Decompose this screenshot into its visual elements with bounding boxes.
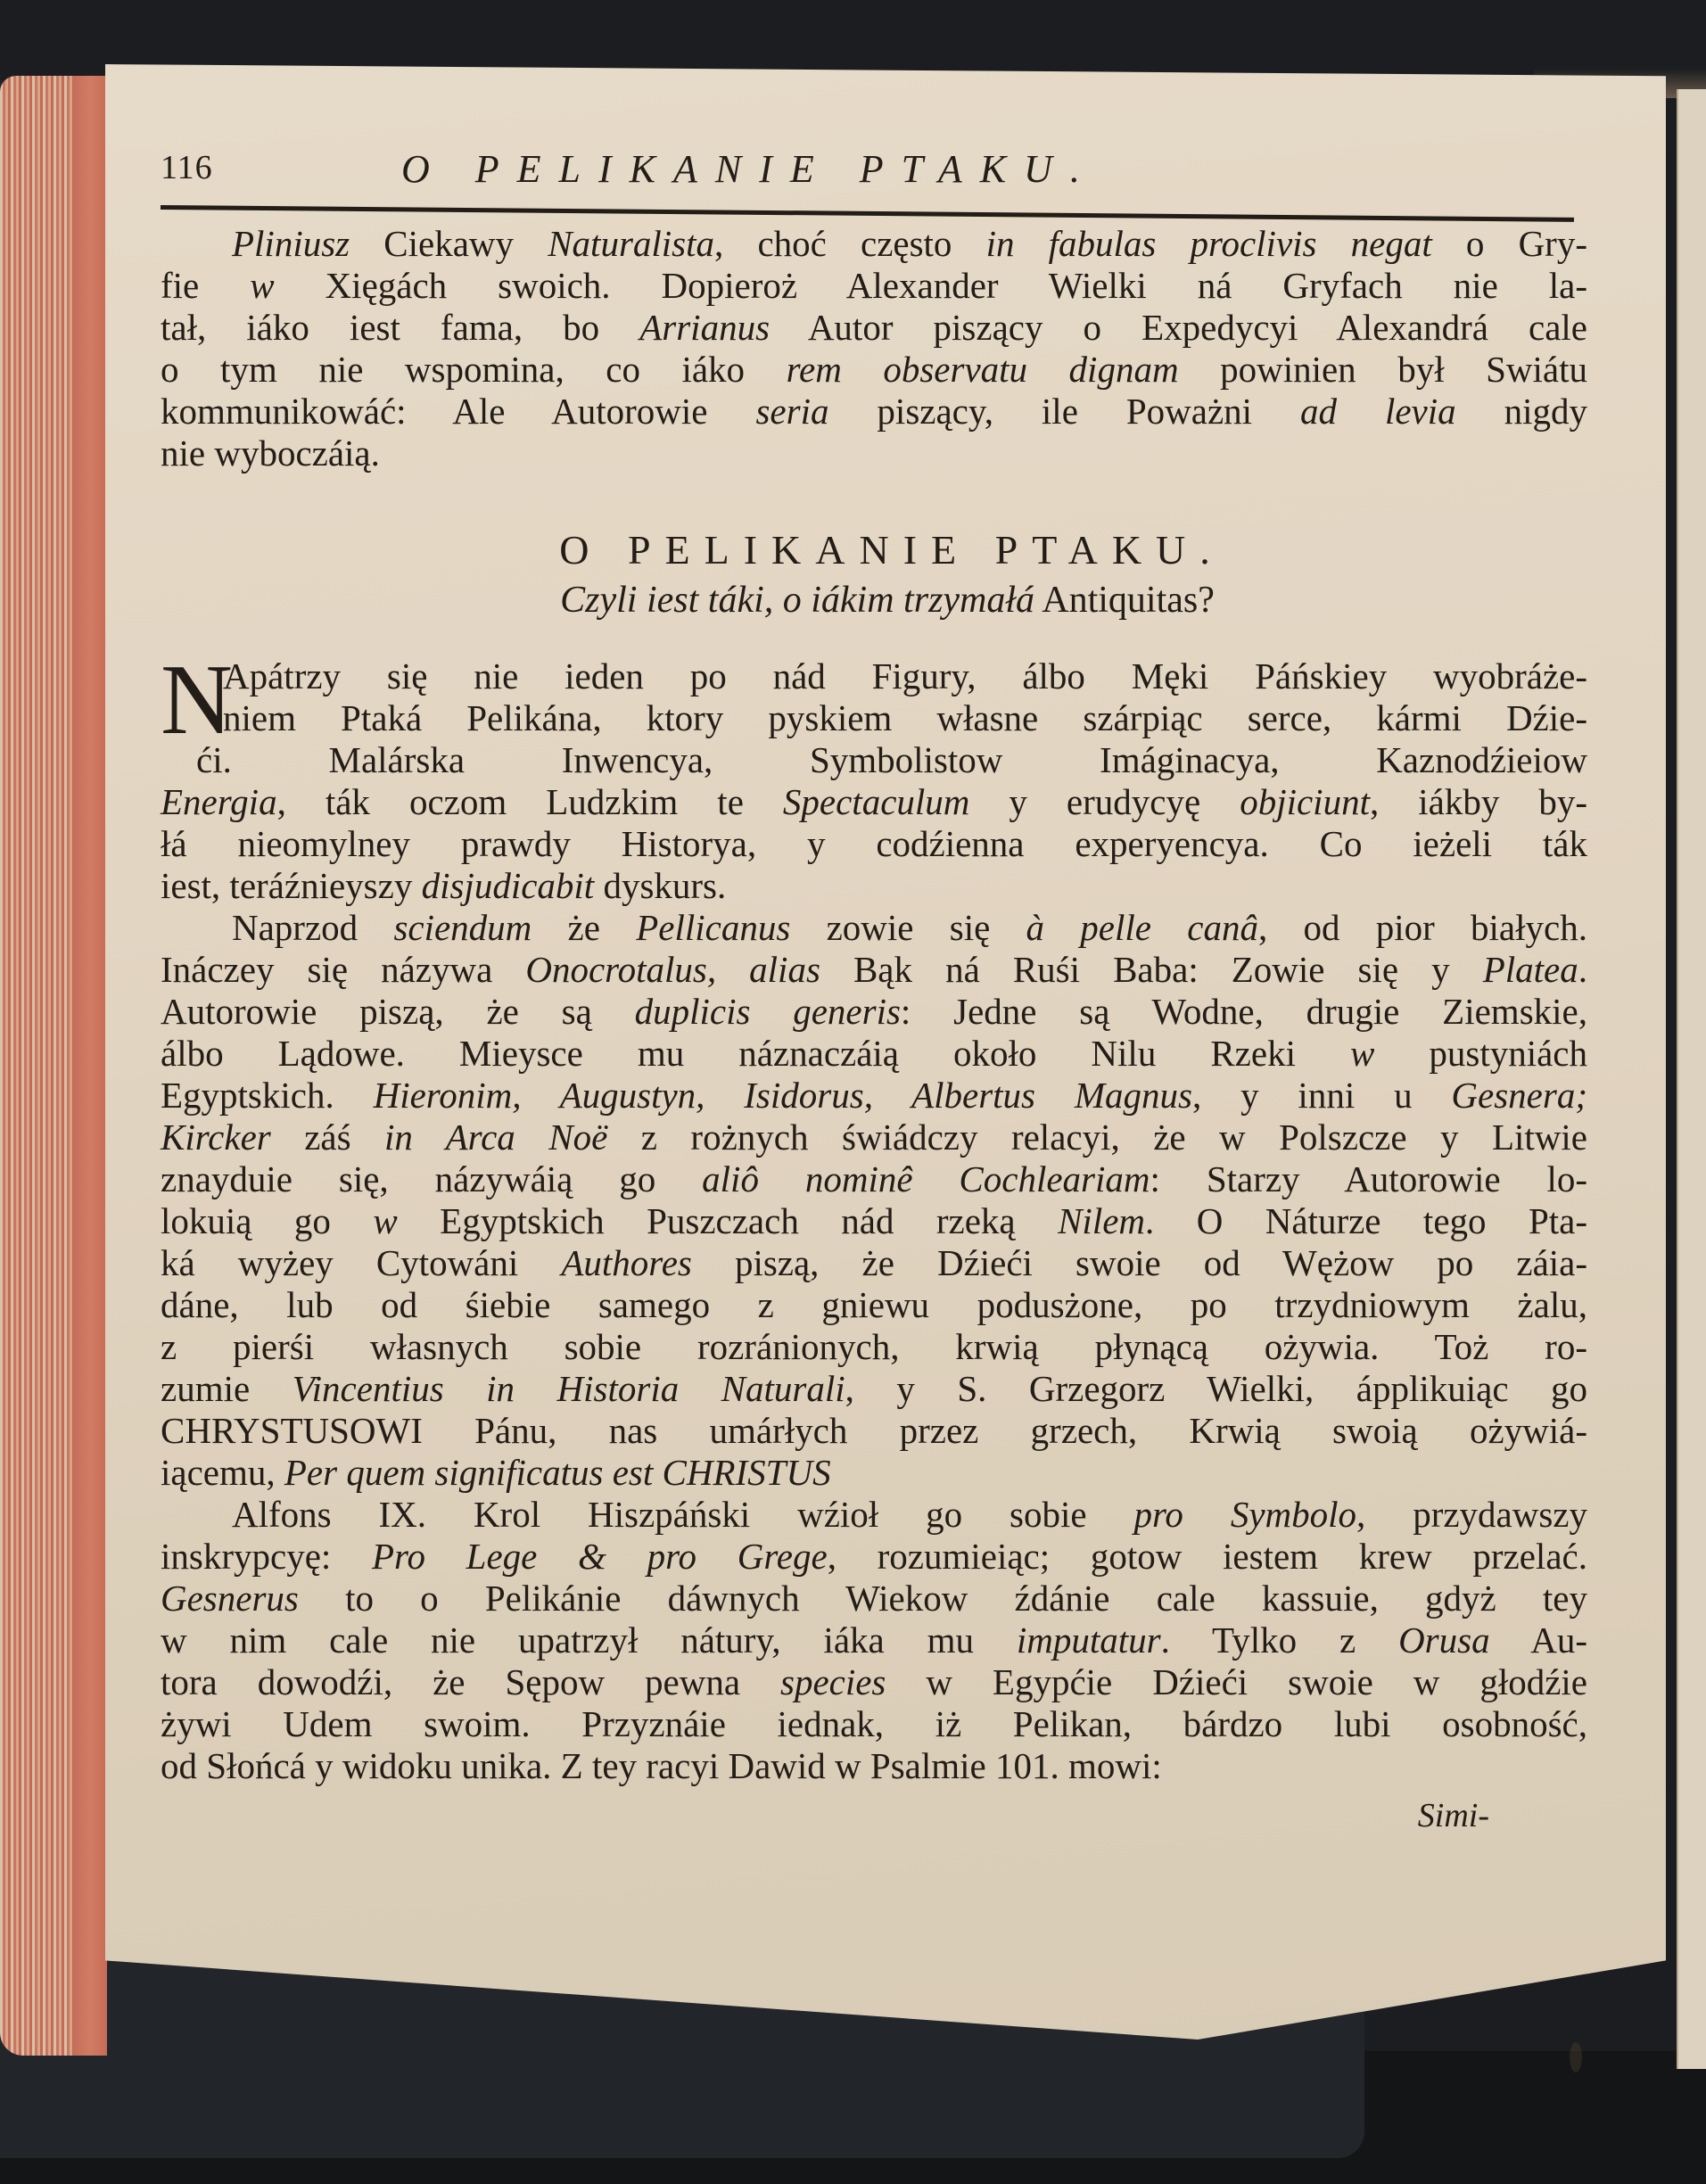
italic-text: w [373,1200,398,1241]
red-edge-stripe [73,76,107,2056]
roman-text: dáne, lub od śiebie samego z gniewu podusżone, po trzydniowym żalu, [161,1284,1587,1325]
roman-text: , y S. Grzegorz Wielki, ápplikuiąc go [845,1368,1587,1409]
italic-text: Gesnera; [1451,1075,1587,1116]
roman-text: piszący, ile Poważni [828,391,1300,432]
roman-text: . [1578,949,1588,990]
section-subtitle [187,579,1587,622]
italic-text: Kircker [161,1117,271,1158]
italic-text: à pelle canâ [1026,907,1258,948]
italic-text: Pellicanus [636,907,791,948]
body-first-paragraph [161,645,1587,907]
paragraph-2 [161,907,1587,1494]
italic-text: imputatur [1016,1619,1161,1661]
roman-text: Bąk ná Ruśi Baba: Zowie się y [820,949,1483,990]
page-number: 116 [161,149,213,186]
text-line [161,781,1587,823]
roman-text: pustyniách [1374,1033,1587,1074]
italic-text: disjudicabit [421,865,595,906]
roman-text: o Gry- [1431,223,1587,264]
paragraph-1 [161,645,1587,907]
page-text [161,134,1587,1835]
roman-text: powinien był Swiátu [1178,349,1587,390]
roman-text: Egyptskich. [161,1075,374,1116]
roman-text: . Tylko z [1160,1619,1399,1661]
roman-text: w nim cale nie upatrzył nátury, iáka mu [161,1619,1017,1661]
italic-text: Gesnerus [161,1578,299,1619]
text-line [161,823,1587,865]
roman-text: y erudycyę [969,781,1240,822]
roman-text: żywi Udem swoim. Przyznáie iednak, iż Pelikan, bárdzo lubi osobność, [161,1703,1587,1744]
roman-text: : Jedne są Wodne, drugie Ziemskie, [900,991,1587,1032]
intro-paragraph [161,223,1587,474]
italic-text: Per quem significatus est CHRISTUS [284,1452,831,1493]
roman-text: , y inni u [1191,1075,1452,1116]
paragraph-3 [161,1494,1587,1787]
text-line [161,1745,1587,1787]
roman-text: kommunikowáć: Ale Autorowie [161,391,756,432]
text-line [161,349,1587,391]
roman-text: iącemu, [161,1452,284,1493]
roman-text: álbo Lądowe. Mieysce mu náznaczáią około Nilu Rzeki [161,1033,1350,1074]
italic-text: Orusa [1398,1619,1490,1661]
next-page-edge [1677,89,1706,2069]
italic-text: Nilem [1058,1200,1146,1241]
roman-text: nie wyboczáią. [161,433,380,474]
text-line [161,1619,1587,1661]
roman-text: : Starzy Autorowie lo- [1150,1158,1587,1199]
roman-text: , rozumieiąc; gotow iestem krew przelać. [827,1536,1587,1577]
roman-text: záś [270,1117,385,1158]
roman-text: Alfons IX. Krol Hiszpáński wźioł go sobie [232,1494,1134,1535]
roman-text: tora dowodźi, że Sępow pewna [161,1661,780,1702]
roman-text: niem Ptaká Pelikána, ktory pyskiem własne szárpiąc serce, kármi Dźie- [223,697,1587,738]
italic-text: pro Symbolo [1133,1494,1357,1535]
roman-text: , od pior białych. [1257,907,1587,948]
text-line [161,991,1587,1033]
italic-text: Pliniusz [232,223,350,264]
paper-stain [1570,2042,1582,2073]
roman-text: Ináczey się názywa [161,949,526,990]
italic-text: Spectaculum [782,781,970,822]
roman-text: w Egypćie Dźieći swoie w głodźie [886,1661,1587,1702]
roman-text: Ciekawy [350,223,548,264]
text-line [161,1200,1587,1242]
section-subtitle-roman: Antiquitas? [1034,580,1215,621]
text-line [161,1158,1587,1200]
text-line [161,307,1587,349]
italic-text: Platea [1482,949,1578,990]
roman-text: inskrypcyę: [161,1536,372,1577]
roman-text: Egyptskich Puszczach nád rzeką [397,1200,1059,1241]
roman-text: z pierśi własnych sobie rozránionych, krwią płynącą ożywia. Toż ro- [161,1326,1587,1367]
text-line [161,1578,1587,1619]
text-line [161,1242,1587,1284]
italic-text: sciendum [393,907,532,948]
text-line [161,1368,1587,1410]
roman-text: o tym nie wspomina, co iáko [161,349,787,390]
text-line [161,1326,1587,1368]
roman-text: . O Náturze tego Pta- [1145,1200,1587,1241]
italic-text: duplicis generis [634,991,901,1032]
roman-text: , iákby by- [1369,781,1587,822]
page-header [161,134,1587,196]
text-line [161,907,1587,949]
roman-text: zowie się [790,907,1026,948]
roman-text: Autor piszący o Expedycyi Alexandrá cale [770,307,1587,348]
text-line [161,433,1587,474]
roman-text: , przydawszy [1356,1494,1588,1535]
roman-text: tał, iáko iest fama, bo [161,307,640,348]
roman-text: łá nieomylney prawdy Historya, y codźienna experyencya. Co ieżeli ták [161,823,1587,864]
roman-text: ći. Malárska Inwencya, Symbolistow Imáginacya, Kaznodźieiow [196,739,1587,780]
italic-text: in fabulas proclivis negat [985,223,1432,264]
text-line [161,391,1587,433]
roman-text: CHRYSTUSOWI Pánu, nas umárłych przez grzech, Krwią swoią ożywiá- [161,1410,1587,1451]
text-line [161,1452,1587,1494]
text-line [161,655,1587,697]
drop-cap: N [161,645,233,755]
italic-text: Vincentius in Historia Naturali [292,1368,845,1409]
text-line [161,697,1587,739]
italic-text: w [1349,1033,1375,1074]
roman-text: iest, teráźnieyszy [161,865,422,906]
text-line [161,1284,1587,1326]
italic-text: species [779,1661,886,1702]
roman-text: lokuią go [161,1200,374,1241]
roman-text: , ták oczom Ludzkim te [276,781,783,822]
italic-text: ad levia [1300,391,1456,432]
italic-text: Arrianus [639,307,771,348]
text-line [161,1075,1587,1117]
roman-text: ká wyżey Cytowáni [161,1242,562,1283]
roman-text: Au- [1489,1619,1587,1661]
text-line [161,1117,1587,1158]
italic-text: Authores [561,1242,692,1283]
roman-text: Xięgách swoich. Dopieroż Alexander Wielki ná Gryfach nie la- [274,265,1587,306]
section-subtitle-italic: Czyli iest táki, o iákim trzymałá [560,580,1035,621]
italic-text: Hieronim, Augustyn, Isidorus, Albertus Magnus [373,1075,1192,1116]
text-line [161,1661,1587,1703]
text-line [161,223,1587,265]
italic-text: Pro Lege & pro Grege [371,1536,828,1577]
section-title: O PELIKANIE PTAKU. [559,527,1224,573]
roman-text: piszą, że Dźieći swoie od Wężow po záia- [691,1242,1588,1283]
text-line [161,265,1587,307]
header-rule [161,205,1574,222]
text-line [161,739,1587,781]
roman-text: od Słońcá y widoku unika. Z tey racyi Dawid w Psalmie 101. mowi: [161,1745,1162,1786]
italic-text: w [250,265,275,306]
roman-text: Apátrzy się nie ieden po nád Figury, álbo Męki Páńskiey wyobráże- [223,655,1587,696]
italic-text: Energia [161,781,277,822]
text-line [161,1410,1587,1452]
italic-text: rem observatu dignam [786,349,1179,390]
italic-text: in Arca Noë [384,1117,608,1158]
italic-text: Naturalista [548,223,715,264]
roman-text: że [532,907,637,948]
italic-text: seria [755,391,829,432]
roman-text: Naprzod [232,907,394,948]
text-line [161,1703,1587,1745]
catchword: Simi- [1417,1797,1489,1834]
text-line [161,1033,1587,1075]
italic-text: aliô nominê Cochleariam [702,1158,1150,1199]
roman-text: z rożnych świádczy relacyi, że w Polszcze y Litwie [607,1117,1587,1158]
text-line [161,949,1587,991]
roman-text: dyskurs. [594,865,727,906]
roman-text: to o Pelikánie dáwnych Wiekow źdánie cale kassuie, gdyż tey [298,1578,1587,1619]
text-line [161,1536,1587,1578]
text-line [161,1494,1587,1536]
text-line [161,865,1587,907]
italic-text: objiciunt [1240,781,1370,822]
running-head: O PELIKANIE PTAKU. [401,147,1098,191]
roman-text: znayduie się, názywáią go [161,1158,703,1199]
page-edges-red [0,76,107,2056]
roman-text: Autorowie piszą, że są [161,991,635,1032]
roman-text: fie [161,265,251,306]
roman-text: zumie [161,1368,293,1409]
roman-text: nigdy [1455,391,1587,432]
italic-text: Onocrotalus, alias [525,949,820,990]
roman-text: , choć często [714,223,986,264]
